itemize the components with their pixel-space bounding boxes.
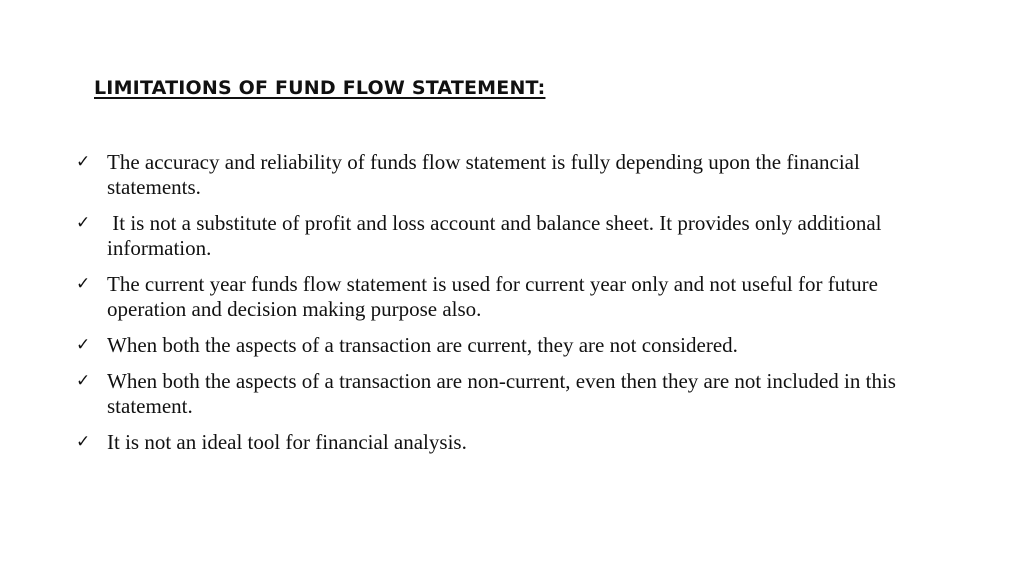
bullet-text: The accuracy and reliability of funds flow statement is fully depending upon the financial statements. <box>107 150 860 199</box>
bullet-item <box>76 333 956 358</box>
bullet-item <box>76 150 956 200</box>
bullet-text: It is not a substitute of profit and loss account and balance sheet. It provides only additional information. <box>107 211 887 260</box>
slide-title-text: LIMITATIONS OF FUND FLOW STATEMENT: <box>94 77 546 99</box>
bullet-item <box>76 430 956 455</box>
check-icon: ✓ <box>76 274 91 294</box>
bullet-list <box>76 150 956 466</box>
bullet-item <box>76 211 956 261</box>
slide-title <box>94 74 545 102</box>
check-icon: ✓ <box>76 371 91 391</box>
bullet-text: The current year funds flow statement is used for current year only and not useful for future operation and decision making purpose also. <box>107 272 878 321</box>
bullet-item <box>76 272 956 322</box>
bullet-text: It is not an ideal tool for financial analysis. <box>107 430 467 454</box>
bullet-item <box>76 369 956 419</box>
bullet-text: When both the aspects of a transaction are non-current, even then they are not included in this statement. <box>107 369 896 418</box>
check-icon: ✓ <box>76 335 91 355</box>
bullet-text: When both the aspects of a transaction are current, they are not considered. <box>107 333 738 357</box>
check-icon: ✓ <box>76 213 91 233</box>
check-icon: ✓ <box>76 152 91 172</box>
check-icon: ✓ <box>76 432 91 452</box>
